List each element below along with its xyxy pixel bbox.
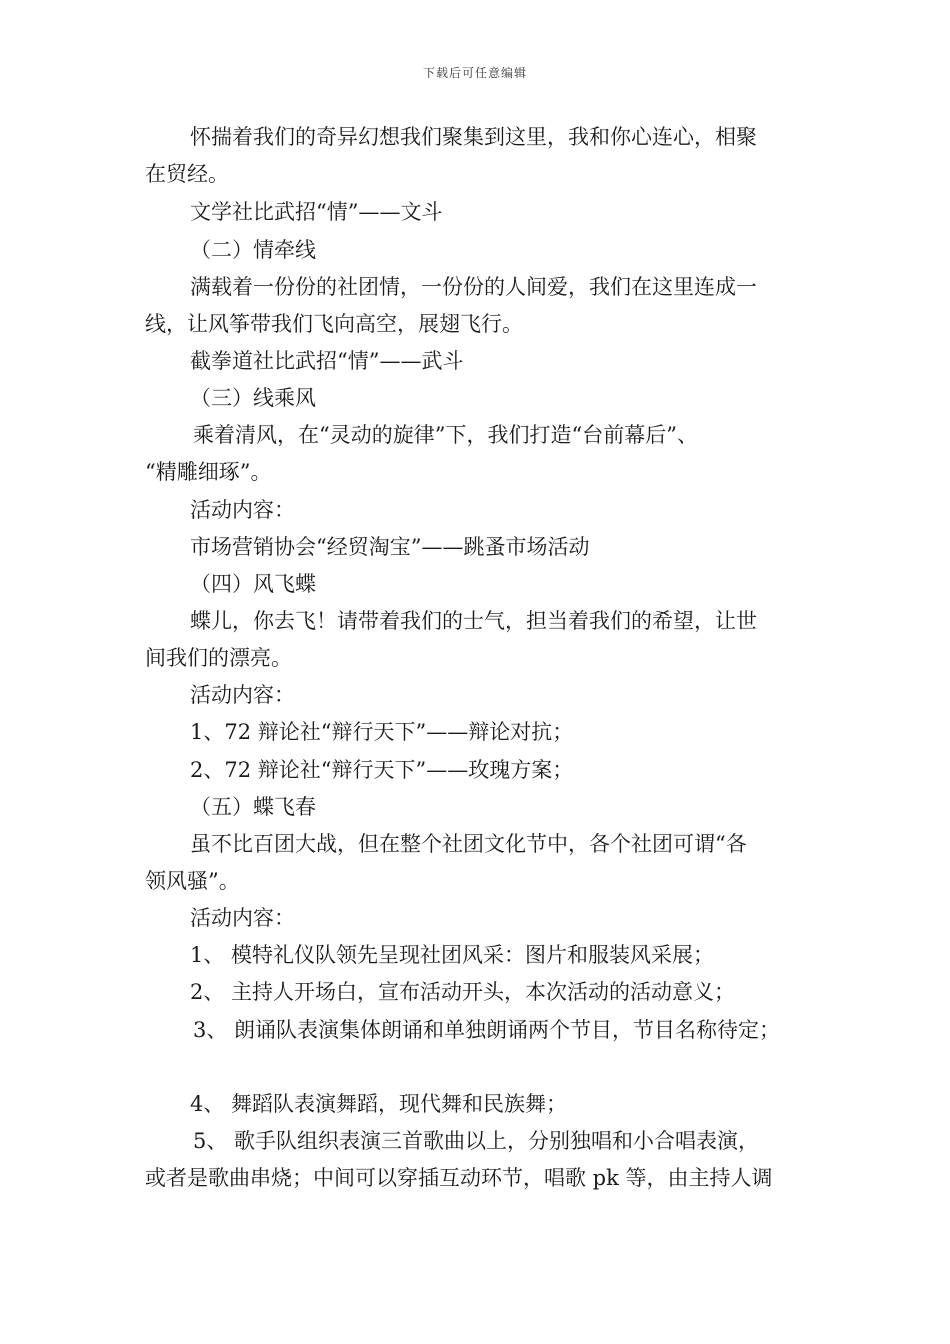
paragraph-line: 怀揣着我们的奇异幻想我们聚集到这里，我和你心连心，相聚 [190,125,757,149]
section-heading: （五）蝶飞春 [190,795,316,819]
paragraph-line: 线，让风筝带我们飞向高空，展翅飞行。 [145,312,523,336]
paragraph-line: 活动内容： [190,683,295,707]
list-item: 2、 主持人开场白，宣布活动开头，本次活动的活动意义； [190,980,736,1004]
paragraph-line: 虽不比百团大战，但在整个社团文化节中，各个社团可谓“各 [190,832,747,856]
paragraph-line: 活动内容： [190,498,295,522]
page-header: 下载后可任意编辑 [422,66,527,80]
paragraph-line: 活动内容： [190,906,295,930]
paragraph-line: 蝶儿，你去飞！请带着我们的士气，担当着我们的希望，让世 [190,609,757,633]
paragraph-line: 文学社比武招“情”——文斗 [190,200,443,224]
section-heading: （二）情牵线 [190,238,316,262]
paragraph-line: 满载着一份份的社团情，一份份的人间爱，我们在这里连成一 [190,275,757,299]
list-item: 5、 歌手队组织表演三首歌曲以上，分别独唱和小合唱表演， [193,1129,760,1153]
paragraph-line: “精雕细琢”。 [145,460,272,484]
section-heading: （三）线乘风 [190,386,316,410]
paragraph-line: 领风骚”。 [145,869,240,893]
paragraph-line: 间我们的漂亮。 [145,646,292,670]
list-item: 4、 舞蹈队表演舞蹈，现代舞和民族舞； [190,1092,568,1116]
list-item: 3、 朗诵队表演集体朗诵和单独朗诵两个节目，节目名称待定； [193,1018,781,1042]
list-item: 1、 模特礼仪队领先呈现社团风采：图片和服装风采展； [190,943,715,967]
section-heading: （四）风飞蝶 [190,572,316,596]
paragraph-line: 市场营销协会“经贸淘宝”——跳蚤市场活动 [190,535,590,559]
paragraph-line: 在贸经。 [145,162,229,186]
paragraph-line: 乘着清风，在“灵动的旋律”下，我们打造“台前幕后”、 [193,423,698,447]
paragraph-line: 截拳道社比武招“情”——武斗 [190,349,464,373]
list-item: 2、72 辩论社“辩行天下”——玫瑰方案； [190,758,574,782]
list-item: 或者是歌曲串烧；中间可以穿插互动环节，唱歌 pk 等，由主持人调 [145,1166,773,1190]
list-item: 1、72 辩论社“辩行天下”——辩论对抗； [190,720,574,744]
